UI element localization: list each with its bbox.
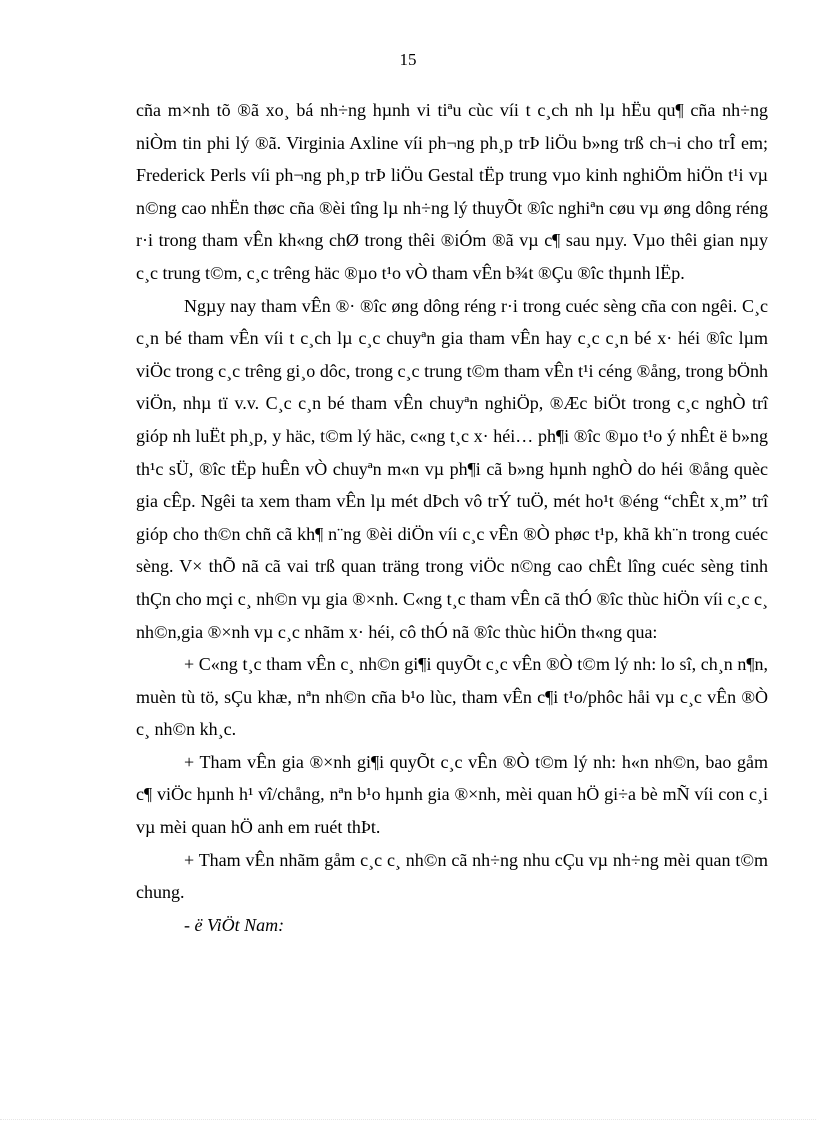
paragraph-4-family-counseling: + Tham vÊn gia ®×nh gi¶i quyÕt c¸c vÊn ®Ò t©m lý nh: h«n nh©n, bao gåm c¶ viÖc hµnh h¹ vî/chång, nªn b¹o hµnh gia ®×nh, mèi quan hÖ gi÷a bè mÑ víi con c¸i vµ mèi quan hÖ anh em ruét thÞt. xyxy=(136,751,768,838)
body-text xyxy=(136,94,768,941)
paragraph-3-individual-counseling: + C«ng t¸c tham vÊn c¸ nh©n gi¶i quyÕt c¸c vÊn ®Ò t©m lý nh: lo sî, ch¸n n¶n, muèn tù tö, sÇu khæ, nªn nh©n cña b¹o lùc, tham vÊn c¶i t¹o/phôc håi vµ c¸c vÊn ®Ò c¸ nh©n kh¸c. xyxy=(136,654,768,740)
page-bottom-divider xyxy=(0,1119,816,1120)
page-number: 15 xyxy=(399,50,417,69)
paragraph-1: cña m×nh tõ ®ã xo¸ bá nh÷ng hµnh vi tiªu cùc víi t c¸ch nh lµ hËu qu¶ cña nh÷ng niÒm tin phi lý ®ã. Virginia Axline víi ph¬ng ph¸p trÞ liÖu b»ng trß ch¬i cho trÎ em; Frederick Perls víi ph¬ng ph¸p trÞ liÖu Gestal tËp trung vµo kinh nghiÖm hiÖn t¹i vµ n©ng cao nhËn thøc cña ®èi tîng lµ nh÷ng lý thuyÕt ®îc nghiªn cøu vµ øng dông réng r·i trong tham vÊn kh«ng chØ trong thêi ®iÓm ®ã vµ c¶ sau nµy. Vµo thêi gian nµy c¸c trung t©m, c¸c trêng häc ®µo t¹o vÒ tham vÊn b¾t ®Çu ®îc thµnh lËp. xyxy=(136,100,768,283)
paragraph-5-group-counseling: + Tham vÊn nhãm gåm c¸c c¸ nh©n cã nh÷ng nhu cÇu vµ nh÷ng mèi quan t©m chung. xyxy=(136,849,768,903)
section-subheading: - ë ViÖt Nam: xyxy=(184,914,285,935)
paragraph-2: Ngµy nay tham vÊn ®· ®îc øng dông réng r·i trong cuéc sèng cña con ngêi. C¸c c¸n bé tham vÊn víi t c¸ch lµ c¸c chuyªn gia tham vÊn hay c¸c c¸n bé x· héi ®îc lµm viÖc trong c¸c trêng gi¸o dôc, trong c¸c trung t©m tham vÊn t¹i céng ®ång, trong bÖnh viÖn, nhµ tï v.v. C¸c c¸n bé tham vÊn chuyªn nghiÖp, ®Æc biÖt trong c¸c nghÒ trî gióp nh luËt ph¸p, y häc, t©m lý häc, c«ng t¸c x· héi… ph¶i ®îc ®µo t¹o ý nhÊt ë b»ng th¹c sÜ, ®îc tËp huÊn vÒ chuyªn m«n vµ ph¶i cã b»ng hµnh nghÒ do héi ®ång quèc gia cÊp. Ngêi ta xem tham vÊn lµ mét dÞch vô trÝ tuÖ, mét ho¹t ®éng “chÊt x¸m” trî gióp cho th©n chñ cã kh¶ n¨ng ®èi diÖn víi c¸c vÊn ®Ò phøc t¹p, khã kh¨n trong cuéc sèng. V× thÕ nã cã vai trß quan träng trong viÖc n©ng cao chÊt lîng cuéc sèng tinh thÇn cho mçi c¸ nh©n vµ gia ®×nh. C«ng t¸c tham vÊn cã thÓ ®îc thùc hiÖn víi c¸c c¸ nh©n,gia ®×nh vµ c¸c nhãm x· héi, cô thÓ nã ®îc thùc hiÖn th«ng qua: xyxy=(136,295,768,642)
